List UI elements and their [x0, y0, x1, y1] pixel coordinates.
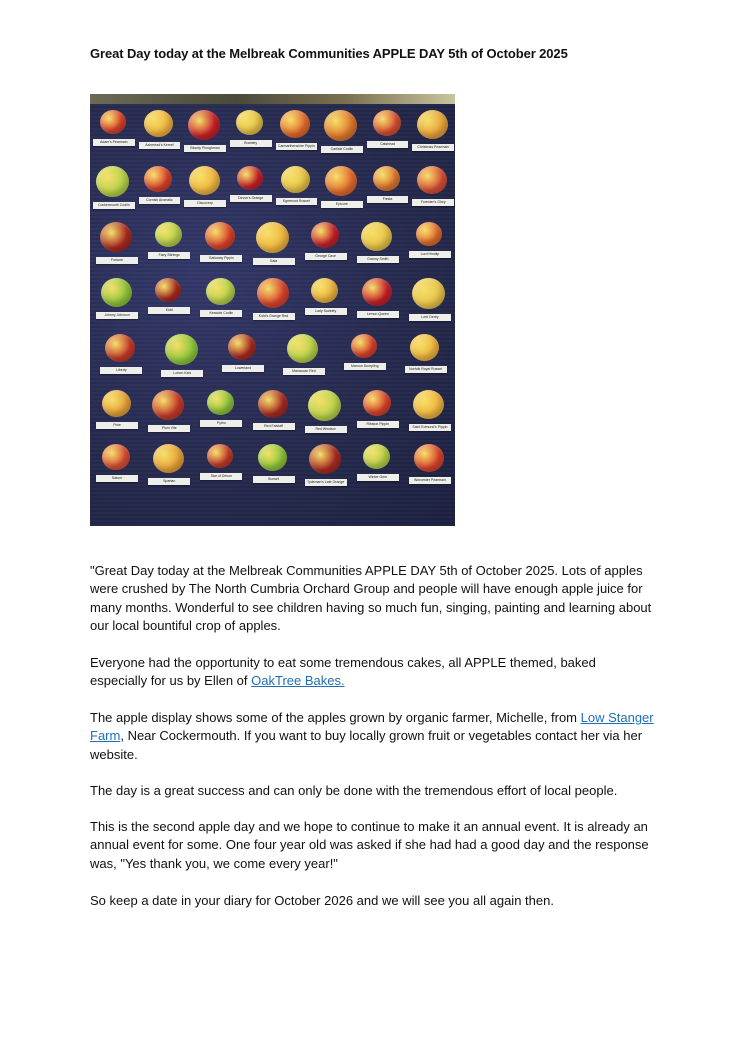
- apple: [258, 444, 287, 471]
- apple: [417, 166, 447, 194]
- apple: [416, 222, 442, 246]
- apple-variety-label: Pytho: [200, 420, 242, 427]
- apple: [311, 278, 338, 303]
- apple: [237, 166, 263, 190]
- apple-variety-label: Adam's Pearmain: [93, 139, 135, 146]
- apple-variety-label: Lord Derby: [409, 314, 451, 321]
- apple: [102, 444, 130, 470]
- apple: [373, 110, 401, 136]
- paragraph-text: , Near Cockermouth. If you want to buy locally grown fruit or vegetables contact her via her website.: [90, 728, 643, 762]
- apple-variety-label: Bramley: [230, 140, 272, 147]
- apple-variety-label: Gala: [253, 258, 295, 265]
- apple-variety-label: Epicure: [321, 201, 363, 208]
- apple-variety-label: Plum Vite: [148, 425, 190, 432]
- apple-variety-label: Norfolk Royal Russet: [405, 366, 447, 373]
- apple: [308, 390, 341, 421]
- apple-variety-label: Bloody Ploughman: [184, 145, 226, 152]
- apple: [414, 444, 444, 472]
- apple: [373, 166, 400, 191]
- apple-variety-label: Saturn: [96, 475, 138, 482]
- apple: [361, 222, 392, 251]
- paragraph-3: [90, 709, 655, 764]
- apple: [144, 166, 172, 192]
- apple: [155, 222, 182, 247]
- apple: [417, 110, 448, 139]
- apple: [324, 110, 357, 141]
- paragraph-text: The day is a great success and can only be done with the tremendous effort of local people.: [90, 783, 618, 798]
- apple-variety-label: Kidd: [148, 307, 190, 314]
- apple-variety-label: Lord Hindlip: [409, 251, 451, 258]
- apple: [362, 278, 392, 306]
- paragraph-6: [90, 892, 655, 910]
- apple-variety-label: Cockermouth Codlin: [93, 202, 135, 209]
- apple-variety-label: Fortune: [96, 257, 138, 264]
- apple: [281, 166, 310, 193]
- apple: [325, 166, 357, 196]
- paragraph-text: The apple display shows some of the apples grown by organic farmer, Michelle, from: [90, 710, 581, 725]
- apple-variety-label: Cornish Aromatic: [139, 197, 181, 204]
- apple-variety-label: Lorton Kids: [161, 370, 203, 377]
- apple: [188, 110, 220, 140]
- apple: [165, 334, 198, 365]
- apple: [100, 222, 132, 252]
- apple: [258, 390, 288, 418]
- apple-variety-label: Liberty: [100, 367, 142, 374]
- apple: [280, 110, 310, 138]
- apple: [410, 334, 439, 361]
- paragraph-2: [90, 654, 655, 691]
- paragraph-text: Everyone had the opportunity to eat some tremendous cakes, all APPLE themed, baked especially for us by Ellen of: [90, 655, 596, 689]
- apple-variety-label: Winter Gem: [357, 474, 399, 481]
- paragraph-5: [90, 818, 655, 873]
- apple: [206, 278, 235, 305]
- apple: [311, 222, 339, 248]
- paragraph-1: [90, 562, 655, 635]
- apple: [144, 110, 173, 137]
- apple-variety-label: George Cave: [305, 253, 347, 260]
- apple: [257, 278, 289, 308]
- apple: [287, 334, 318, 363]
- apple-variety-label: Christmas Pearmain: [412, 144, 454, 151]
- apple-variety-label: Devon's Orange: [230, 195, 272, 202]
- paragraph-4: [90, 782, 655, 800]
- apple-variety-label: Lemon Queen: [357, 311, 399, 318]
- apple: [363, 444, 390, 469]
- apple-variety-label: Sunset: [253, 476, 295, 483]
- apple: [256, 222, 289, 253]
- apple-variety-label: Forester's Glory: [412, 199, 454, 206]
- apple-display-photo: [90, 94, 455, 526]
- apple: [236, 110, 263, 135]
- apple-variety-label: Saint Edmund's Pippin: [409, 424, 451, 431]
- paragraph-text: So keep a date in your diary for October 2026 and we will see you all again then.: [90, 893, 554, 908]
- apple: [309, 444, 341, 474]
- apple-variety-label: Ashmead's Kernel: [139, 142, 181, 149]
- apple-variety-label: Keswick Codlin: [200, 310, 242, 317]
- apple-variety-label: Tydeman's Late Orange: [305, 479, 347, 486]
- apple: [228, 334, 256, 360]
- apple: [351, 334, 377, 358]
- apple-variety-label: Catshead: [367, 141, 409, 148]
- apple-variety-label: Red Windsor: [305, 426, 347, 433]
- apple: [101, 278, 132, 307]
- apple-variety-label: Carmarthenshire Pippin: [276, 143, 318, 150]
- apple: [105, 334, 135, 362]
- apple-variety-label: Red Falstaff: [253, 423, 295, 430]
- apple: [152, 390, 184, 420]
- apple: [205, 222, 235, 250]
- apple-variety-label: Pixie: [96, 422, 138, 429]
- apple: [207, 390, 234, 415]
- apple-variety-label: Star of Devon: [200, 473, 242, 480]
- apple-variety-label: Spartan: [148, 478, 190, 485]
- apple-variety-label: Fairy Stirlings: [148, 252, 190, 259]
- apple: [189, 166, 220, 195]
- paragraph-text: This is the second apple day and we hope to continue to make it an annual event. It is already an annual event for some. One four year old was asked if she had had a good day and the response was, "Yes thank you, we come every year!": [90, 819, 649, 871]
- apple: [102, 390, 131, 417]
- apple-variety-label: Manaccan Red: [283, 368, 325, 375]
- apple-variety-label: Maroon Dumpling: [344, 363, 386, 370]
- photo-cloth: [90, 104, 455, 526]
- apple-variety-label: Kidd's Orange Red: [253, 313, 295, 320]
- apple: [412, 278, 445, 309]
- apple-variety-label: Egremont Russet: [276, 198, 318, 205]
- apple-variety-label: Carlisle Codlin: [321, 146, 363, 153]
- apple: [100, 110, 126, 134]
- inline-link[interactable]: OakTree Bakes.: [251, 673, 345, 689]
- apple-variety-label: Discovery: [184, 200, 226, 207]
- apple: [413, 390, 444, 419]
- apple: [155, 278, 181, 302]
- apple-variety-label: Lady Sudeley: [305, 308, 347, 315]
- apple: [207, 444, 233, 468]
- inline-link[interactable]: Low Stanger Farm: [90, 710, 654, 744]
- apple-variety-label: Lowerland: [222, 365, 264, 372]
- apple-variety-label: Johnny Johnson: [96, 312, 138, 319]
- paragraph-text: "Great Day today at the Melbreak Communities APPLE DAY 5th of October 2025. Lots of apples were crushed by The North Cumbria Orchard Group and people will have enough apple juice for many months. Wonderful to see children having so much fun, singing, painting and learning about our local bountiful crop of apples.: [90, 563, 652, 633]
- apple-variety-label: Worcester Pearmain: [409, 477, 451, 484]
- apple: [96, 166, 129, 197]
- apple-variety-label: Granny Smith: [357, 256, 399, 263]
- apple-variety-label: Galloway Pippin: [200, 255, 242, 262]
- apple-variety-label: Fiesta: [367, 196, 409, 203]
- page-title: Great Day today at the Melbreak Communities APPLE DAY 5th of October 2025: [90, 46, 568, 61]
- apple: [363, 390, 391, 416]
- apple-variety-label: Ribston Pippin: [357, 421, 399, 428]
- apple: [153, 444, 184, 473]
